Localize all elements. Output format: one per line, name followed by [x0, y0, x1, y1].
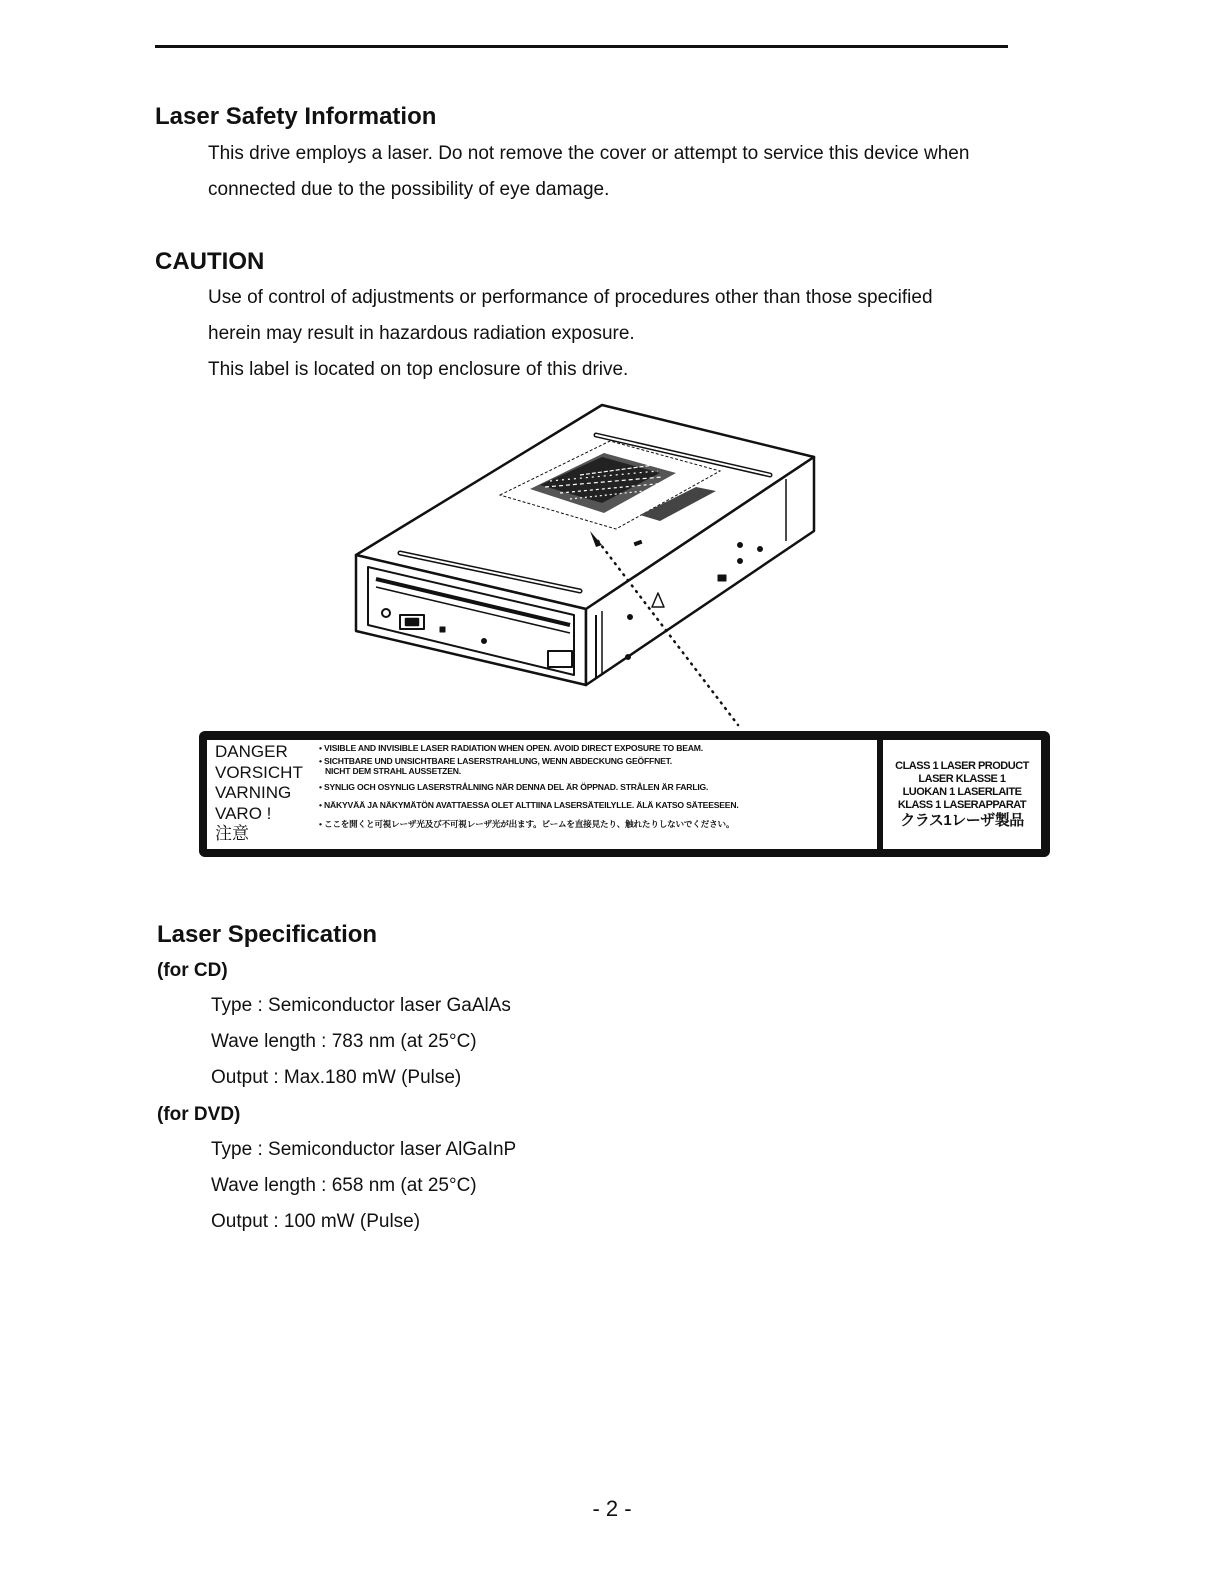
spec-dvd-output: Output : 100 mW (Pulse) [211, 1211, 421, 1232]
class-line-1: CLASS 1 LASER PRODUCT [895, 759, 1029, 772]
word-varo: VARO ! [215, 803, 272, 823]
spec-cd-title: (for CD) [157, 960, 228, 981]
warning-text-de: • SICHTBARE UND UNSICHTBARE LASERSTRAHLUNG, WENN ABDECKUNG GEÖFFNET. [319, 755, 672, 766]
safety-line-1: This drive employs a laser. Do not remove the cover or attempt to service this device when [208, 143, 970, 164]
warning-text-panel [207, 740, 877, 849]
spec-cd-wave: Wave length : 783 nm (at 25°C) [211, 1031, 477, 1052]
word-danger: DANGER [215, 742, 288, 761]
drive-illustration [340, 395, 830, 735]
spec-dvd-type: Type : Semiconductor laser AlGaInP [211, 1139, 517, 1160]
spec-cd-type: Type : Semiconductor laser GaAlAs [211, 995, 511, 1016]
top-rule [155, 45, 1008, 48]
warning-text-en: • VISIBLE AND INVISIBLE LASER RADIATION WHEN OPEN. AVOID DIRECT EXPOSURE TO BEAM. [319, 743, 703, 753]
warning-text-ja: • ここを開くと可視レーザ光及び不可視レーザ光が出ます。ビームを直接見たり、触れたりしないでください。 [319, 818, 735, 829]
warning-text-sv: • SYNLIG OCH OSYNLIG LASERSTRÅLNING NÄR DENNA DEL ÄR ÖPPNAD. STRÅLEN ÄR FARLIG. [319, 781, 709, 792]
class-line-3: LUOKAN 1 LASERLAITE [902, 785, 1022, 798]
class-line-5: クラス1レーザ製品 [900, 811, 1024, 829]
caution-line-3: This label is located on top enclosure of this drive. [208, 359, 629, 380]
word-vorsicht: VORSICHT [215, 762, 303, 782]
class-line-4: KLASS 1 LASERAPPARAT [897, 798, 1027, 811]
warning-texts [319, 743, 874, 829]
laser-class-panel [883, 740, 1041, 849]
class-line-2: LASER KLASSE 1 [918, 772, 1006, 785]
spec-dvd-title: (for DVD) [157, 1104, 241, 1125]
caution-heading: CAUTION [155, 248, 265, 275]
word-varning: VARNING [215, 783, 292, 802]
warning-words [215, 742, 303, 845]
caution-line-1: Use of control of adjustments or performance of procedures other than those specified [208, 287, 933, 308]
laser-safety-heading: Laser Safety Information [155, 103, 437, 130]
caution-line-2: herein may result in hazardous radiation exposure. [208, 323, 635, 344]
warning-text-de-cont: NICHT DEM STRAHL AUSSETZEN. [325, 766, 461, 776]
word-japanese: 注意 [215, 824, 249, 843]
spec-dvd-wave: Wave length : 658 nm (at 25°C) [211, 1175, 477, 1196]
laser-warning-label [199, 731, 1050, 857]
page-number: - 2 - [592, 1496, 632, 1521]
safety-line-2: connected due to the possibility of eye damage. [208, 179, 610, 200]
warning-text-fi: • NÄKYVÄÄ JA NÄKYMÄTÖN AVATTAESSA OLET ALTTIINA LASERSÄTEILYLLE. ÄLÄ KATSO SÄTEESEEN. [319, 800, 739, 810]
spec-cd-output: Output : Max.180 mW (Pulse) [211, 1067, 462, 1088]
laser-spec-heading: Laser Specification [157, 921, 378, 948]
